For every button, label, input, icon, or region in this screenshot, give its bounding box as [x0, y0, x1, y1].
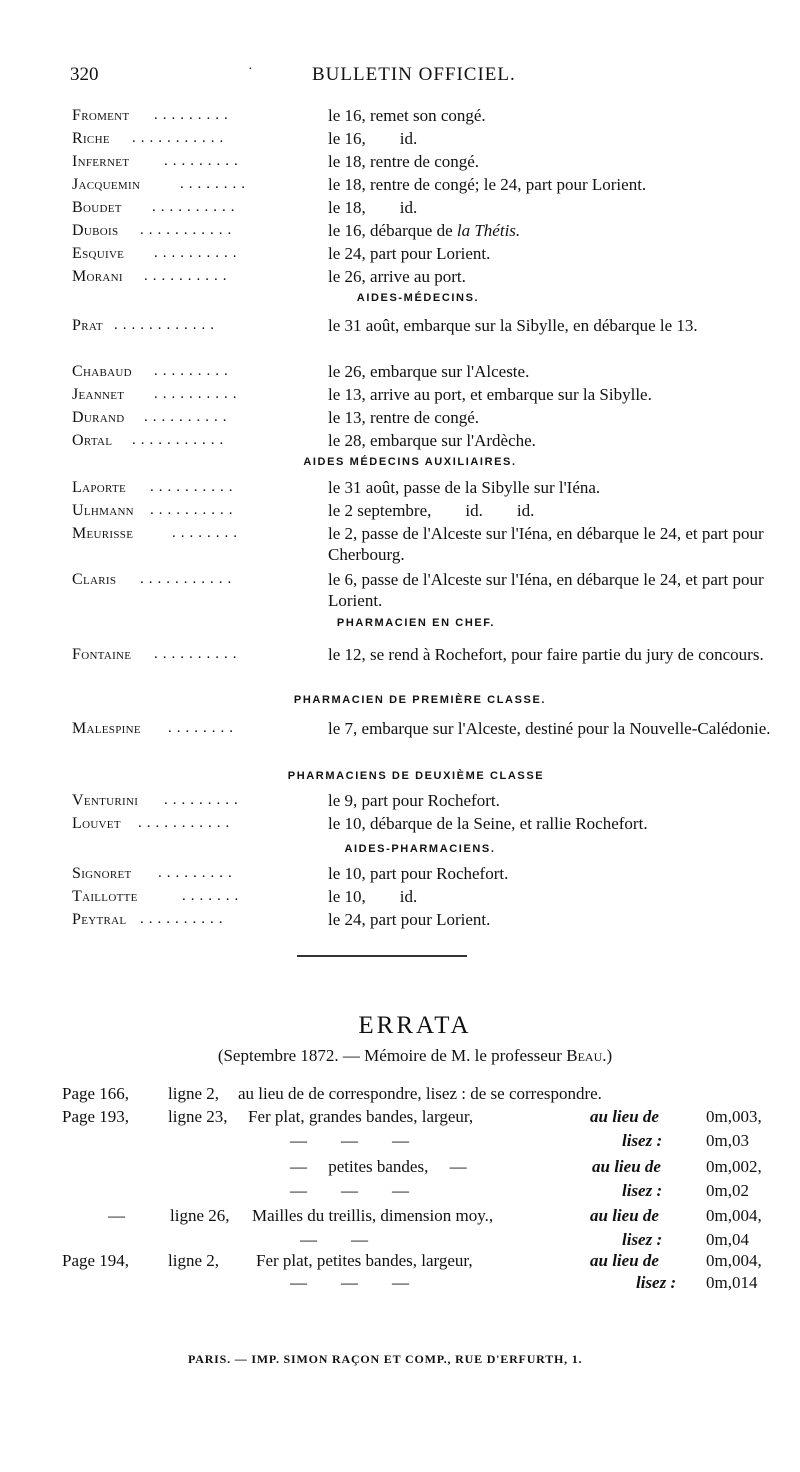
leader-dots: ...........: [132, 432, 229, 448]
person-name: Louvet: [72, 815, 121, 832]
page-number: 320: [70, 64, 99, 85]
errata-instruction: au lieu de: [592, 1157, 661, 1176]
errata-description: — — —: [290, 1181, 409, 1200]
leader-dots: ...........: [138, 815, 235, 831]
section-heading: PHARMACIEN DE PREMIÈRE CLASSE.: [293, 694, 547, 706]
person-name: Morani: [72, 268, 123, 285]
leader-dots: ..........: [144, 409, 232, 425]
errata-instruction: lisez :: [636, 1273, 677, 1292]
person-name: Peytral: [72, 911, 127, 928]
person-name: Riche: [72, 130, 110, 147]
errata-page: —: [108, 1206, 125, 1225]
person-name: Taillotte: [72, 888, 138, 905]
entry-text: le 7, embarque sur l'Alceste, destiné pour la Nouvelle-Calédonie.: [328, 719, 771, 738]
errata-value: 0m,03: [706, 1131, 749, 1150]
errata-value: 0m,003,: [706, 1107, 762, 1126]
entry-text: le 18, rentre de congé.: [328, 152, 480, 171]
person-name: Claris: [72, 571, 117, 588]
leader-dots: ..........: [154, 245, 242, 261]
section-heading: PHARMACIENS DE DEUXIÈME CLASSE: [287, 770, 545, 782]
section-heading: AIDES-MÉDECINS.: [356, 292, 480, 304]
list-item: [72, 569, 772, 611]
leader-dots: .......: [182, 888, 244, 904]
printer-imprint: PARIS. — IMP. SIMON RAÇON ET COMP., RUE D'ERFURTH, 1.: [188, 1352, 583, 1366]
person-name: Durand: [72, 409, 125, 426]
entry-text: le 18, id.: [328, 198, 418, 217]
entry-text: le 2 septembre, id. id.: [328, 501, 535, 520]
errata-instruction: au lieu de: [590, 1107, 659, 1126]
entry-text: le 10, part pour Rochefort.: [328, 864, 509, 883]
errata-description: Mailles du treillis, dimension moy.,: [252, 1206, 494, 1225]
entry-text: [328, 220, 778, 241]
leader-dots: ...........: [140, 222, 237, 238]
errata-value: 0m,04: [706, 1230, 749, 1249]
person-name: Meurisse: [72, 525, 134, 542]
leader-dots: ...........: [140, 571, 237, 587]
person-name: Jacquemin: [72, 176, 141, 193]
list-item: [72, 315, 772, 357]
errata-subtitle: [0, 1046, 800, 1066]
errata-value: 0m,004,: [706, 1251, 762, 1270]
entry-text: le 10, id.: [328, 887, 418, 906]
list-item: [72, 644, 772, 686]
entry-text: le 26, embarque sur l'Alceste.: [328, 362, 530, 381]
errata-description: — — —: [290, 1273, 409, 1292]
errata-line: ligne 26,: [170, 1206, 230, 1225]
leader-dots: ........: [172, 525, 242, 541]
errata-title: ERRATA: [358, 1012, 472, 1039]
entry-text: le 31 août, embarque sur la Sibylle, en débarque le 13.: [328, 316, 698, 335]
errata-value: 0m,002,: [706, 1157, 762, 1176]
entry-text: le 12, se rend à Rochefort, pour faire partie du jury de concours.: [328, 645, 764, 664]
person-name: Chabaud: [72, 363, 132, 380]
errata-value: 0m,02: [706, 1181, 749, 1200]
errata-description: Fer plat, grandes bandes, largeur,: [248, 1107, 474, 1126]
leader-dots: ..........: [144, 268, 232, 284]
section-divider: [297, 955, 467, 957]
leader-dots: ........: [180, 176, 250, 192]
list-item: [72, 523, 772, 565]
entry-text: le 28, embarque sur l'Ardèche.: [328, 431, 536, 450]
errata-description: — petites bandes, —: [290, 1157, 467, 1176]
errata-description: — —: [300, 1230, 368, 1249]
entry-text: le 16, remet son congé.: [328, 106, 486, 125]
entry-text: le 18, rentre de congé; le 24, part pour Lorient.: [328, 175, 647, 194]
person-name: Venturini: [72, 792, 139, 809]
errata-instruction: au lieu de: [590, 1206, 659, 1225]
leader-dots: ..........: [154, 386, 242, 402]
entry-text: le 16, id.: [328, 129, 418, 148]
leader-dots: ..........: [150, 502, 238, 518]
person-name: Ortal: [72, 432, 113, 449]
errata-instruction: au lieu de: [590, 1251, 659, 1270]
person-name: Fontaine: [72, 646, 132, 663]
leader-dots: ............: [114, 317, 219, 333]
leader-dots: ..........: [154, 646, 242, 662]
header-dot: ·: [248, 62, 253, 77]
errata-subtitle-suffix: .): [602, 1046, 613, 1065]
person-name: Malespine: [72, 720, 141, 737]
errata-instruction: lisez :: [622, 1181, 663, 1200]
person-name: Dubois: [72, 222, 119, 239]
errata-instruction: lisez :: [622, 1131, 663, 1150]
entry-text: le 24, part pour Lorient.: [328, 244, 491, 263]
errata-correction: au lieu de de correspondre, lisez : de se correspondre.: [238, 1084, 602, 1103]
leader-dots: ........: [168, 720, 238, 736]
errata-description: Fer plat, petites bandes, largeur,: [256, 1251, 473, 1270]
person-name: Ulhmann: [72, 502, 134, 519]
entry-text: le 26, arrive au port.: [328, 267, 466, 286]
entry-text: le 31 août, passe de la Sibylle sur l'Iéna.: [328, 478, 601, 497]
leader-dots: .........: [154, 107, 233, 123]
leader-dots: ...........: [132, 130, 229, 146]
errata-line: ligne 2,: [168, 1251, 219, 1270]
errata-value: 0m,004,: [706, 1206, 762, 1225]
entry-text-plain: le 16, débarque de: [328, 221, 457, 240]
person-name: Infernet: [72, 153, 130, 170]
leader-dots: ..........: [150, 479, 238, 495]
entry-text: le 10, débarque de la Seine, et rallie Rochefort.: [328, 814, 648, 833]
entry-text: le 13, rentre de congé.: [328, 408, 480, 427]
person-name: Signoret: [72, 865, 132, 882]
person-name: Jeannet: [72, 386, 125, 403]
list-item: [72, 718, 772, 760]
errata-line: ligne 23,: [168, 1107, 228, 1126]
section-heading: AIDES-PHARMACIENS.: [344, 843, 496, 855]
entry-text: le 6, passe de l'Alceste sur l'Iéna, en débarque le 24, et part pour Lorient.: [328, 570, 764, 610]
errata-instruction: lisez :: [622, 1230, 663, 1249]
leader-dots: .........: [164, 792, 243, 808]
entry-text: le 13, arrive au port, et embarque sur la Sibylle.: [328, 385, 652, 404]
person-name: Laporte: [72, 479, 126, 496]
leader-dots: ..........: [152, 199, 240, 215]
errata-page: Page 194,: [62, 1251, 130, 1270]
person-name: Prat: [72, 317, 103, 334]
errata-page: Page 166,: [62, 1084, 130, 1103]
person-name: Boudet: [72, 199, 122, 216]
person-name: Esquive: [72, 245, 125, 262]
section-heading: PHARMACIEN EN CHEF.: [336, 617, 496, 629]
leader-dots: .........: [164, 153, 243, 169]
entry-text: le 9, part pour Rochefort.: [328, 791, 500, 810]
errata-subtitle-prefix: (Septembre 1872. — Mémoire de M. le professeur: [217, 1046, 567, 1065]
leader-dots: .........: [158, 865, 237, 881]
errata-page: Page 193,: [62, 1107, 130, 1126]
errata-line: ligne 2,: [168, 1084, 219, 1103]
entry-text: le 2, passe de l'Alceste sur l'Iéna, en débarque le 24, et part pour Cherbourg.: [328, 524, 764, 564]
leader-dots: .........: [154, 363, 233, 379]
running-title: BULLETIN OFFICIEL.: [312, 64, 516, 85]
errata-description: — — —: [290, 1131, 409, 1150]
errata-value: 0m,014: [706, 1273, 758, 1292]
leader-dots: ..........: [140, 911, 228, 927]
ship-name: la Thétis.: [456, 221, 521, 240]
author-name: Beau: [566, 1046, 603, 1065]
section-heading: AIDES MÉDECINS AUXILIAIRES.: [303, 456, 517, 468]
person-name: Froment: [72, 107, 130, 124]
entry-text: le 24, part pour Lorient.: [328, 910, 491, 929]
